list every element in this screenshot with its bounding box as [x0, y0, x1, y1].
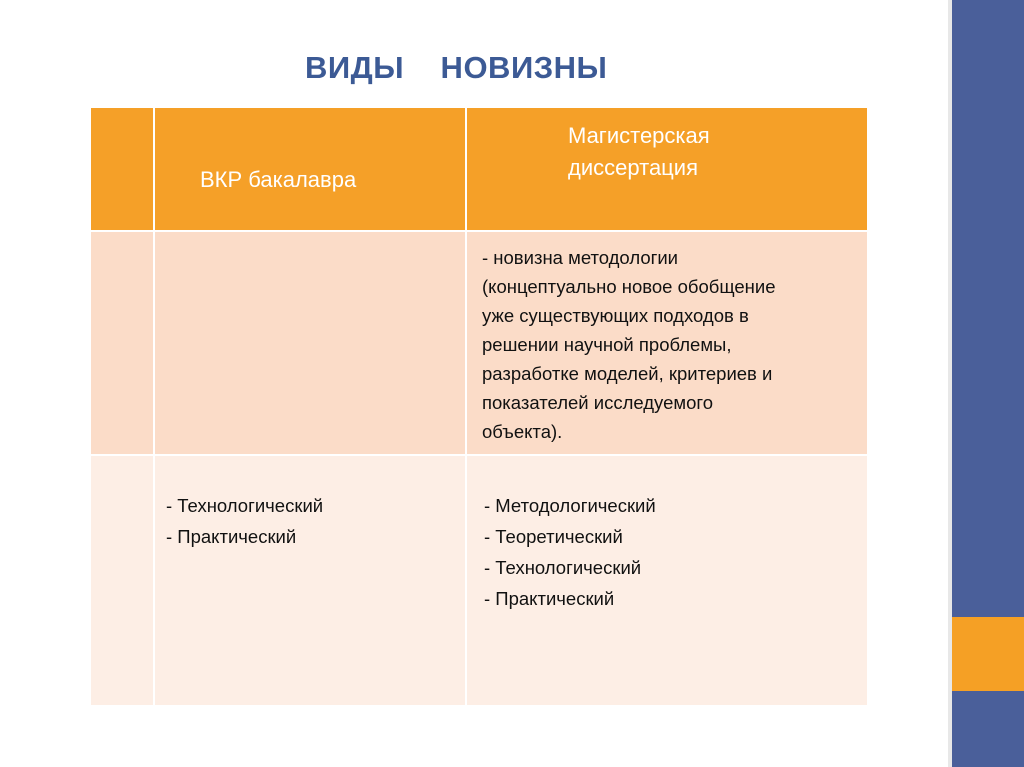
column-divider	[153, 108, 155, 705]
row2-cell-master	[466, 456, 867, 705]
column-divider	[465, 108, 467, 705]
header-cell-bachelor	[154, 108, 466, 230]
list-item: - Методологический	[484, 495, 656, 516]
list-item: - Технологический	[166, 495, 324, 516]
row2-cell-bachelor	[154, 456, 466, 705]
bachelor-novelty-list	[166, 490, 323, 552]
master-novelty-list	[484, 490, 656, 614]
row1-cell-bachelor	[154, 232, 466, 454]
header-cell-master	[466, 108, 867, 230]
list-item: - Практический	[484, 588, 615, 609]
list-item: - Технологический	[484, 557, 642, 578]
comparison-table	[91, 108, 867, 705]
header-bachelor-label: ВКР бакалавра	[200, 167, 357, 192]
row1-cell-master	[466, 232, 867, 454]
slide-title: ВИДЫ НОВИЗНЫ	[305, 50, 608, 85]
master-methodology-novelty-text: - новизна методологии (концептуально новое обобщение уже существующих подходов в решении научной проблемы, разработке моделей, критериев и показателей исследуемого объекта).	[482, 247, 776, 442]
list-item: - Теоретический	[484, 526, 623, 547]
list-item: - Практический	[166, 526, 297, 547]
row1-cell-empty	[91, 232, 154, 454]
table-row	[91, 456, 867, 705]
table-row	[91, 232, 867, 454]
header-cell-empty	[91, 108, 154, 230]
side-accent-block	[952, 617, 1024, 691]
table-header-row	[91, 108, 867, 230]
header-master-label: Магистерская диссертация	[568, 123, 710, 180]
row2-cell-empty	[91, 456, 154, 705]
